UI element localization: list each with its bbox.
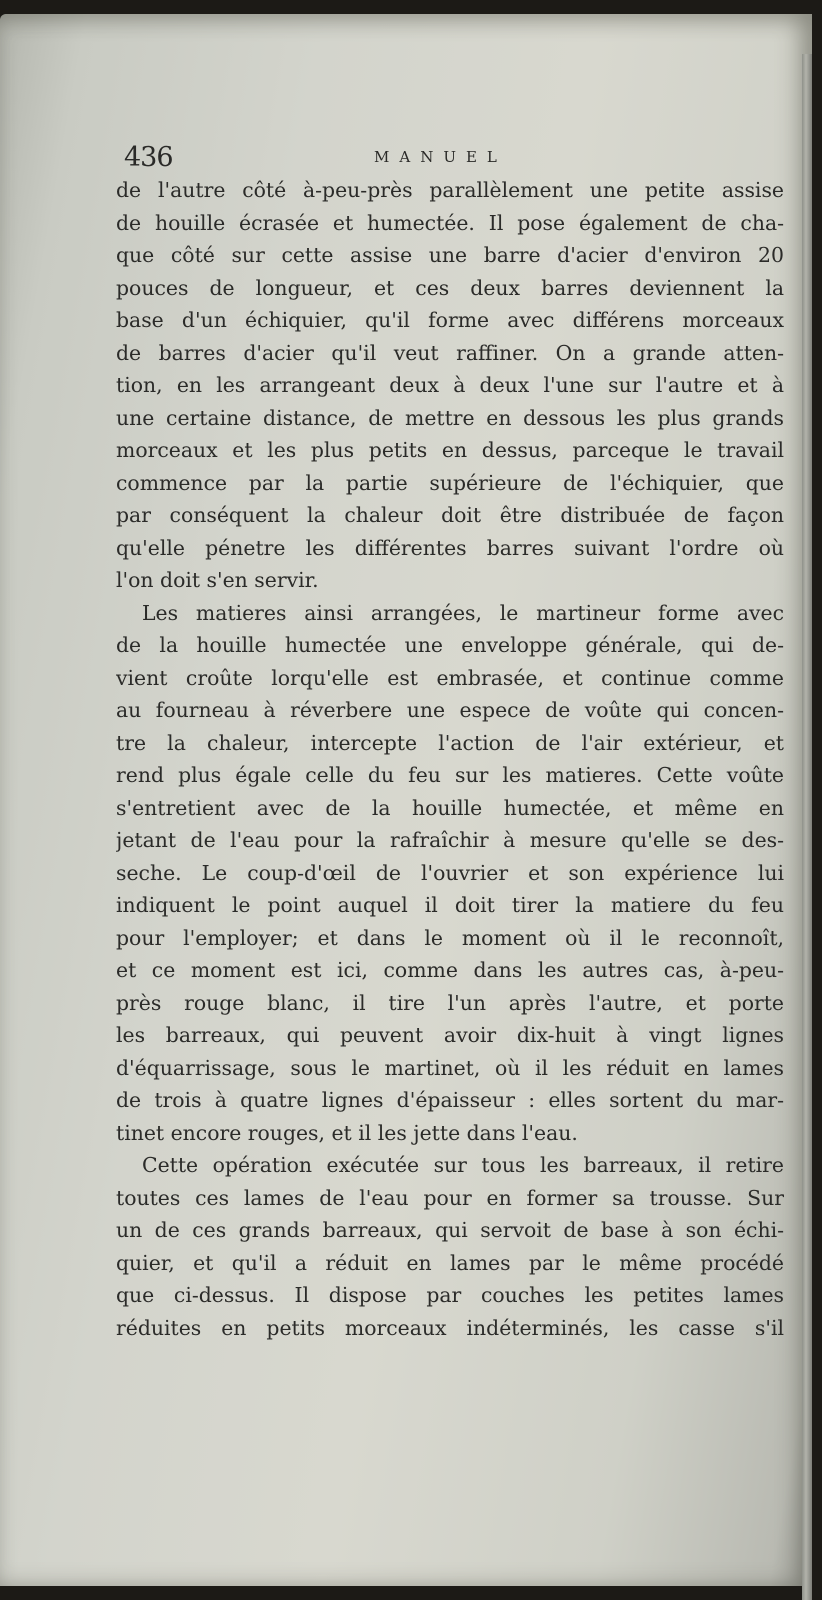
page-header bbox=[124, 142, 764, 178]
text-line: une certaine distance, de mettre en dessous les plus grands bbox=[116, 405, 784, 430]
text-line: pouces de longueur, et ces deux barres deviennent la bbox=[116, 275, 784, 300]
text-line: au fourneau à réverbere une espece de voûte qui concen- bbox=[116, 698, 784, 722]
text-line: indiquent le point auquel il doit tirer la matiere du feu bbox=[116, 893, 784, 917]
text-line: qu'elle pénetre les différentes barres suivant l'ordre où bbox=[116, 535, 784, 560]
text-line: que côté sur cette assise une barre d'acier d'environ 20 bbox=[116, 243, 784, 267]
text-line: tre la chaleur, intercepte l'action de l'air extérieur, et bbox=[116, 730, 784, 755]
text-line: vient croûte lorqu'elle est embrasée, et continue comme bbox=[116, 665, 784, 690]
text-line: rend plus égale celle du feu sur les matieres. Cette voûte bbox=[116, 763, 784, 787]
text-line: s'entretient avec de la houille humectée, et même en bbox=[116, 795, 784, 820]
text-line: Cette opération exécutée sur tous les barreaux, il retire bbox=[142, 1153, 784, 1177]
text-line: près rouge blanc, il tire l'un après l'autre, et porte bbox=[116, 990, 784, 1015]
text-line: morceaux et les plus petits en dessus, parceque le travail bbox=[116, 438, 784, 462]
text-line: tinet encore rouges, et il les jette dans l'eau. bbox=[116, 1120, 578, 1145]
text-line: réduites en petits morceaux indéterminés, les casse s'il bbox=[116, 1315, 784, 1340]
text-line: l'on doit s'en servir. bbox=[116, 568, 319, 592]
running-head: MANUEL bbox=[374, 148, 507, 166]
text-line: de barres d'acier qu'il veut raffiner. On a grande atten- bbox=[116, 340, 784, 365]
text-line: toutes ces lames de l'eau pour en former sa trousse. Sur bbox=[116, 1185, 784, 1210]
text-line: de trois à quatre lignes d'épaisseur : elles sortent du mar- bbox=[116, 1088, 784, 1112]
text-line: jetant de l'eau pour la rafraîchir à mesure qu'elle se des- bbox=[116, 828, 784, 852]
text-line: un de ces grands barreaux, qui servoit de base à son échi- bbox=[116, 1218, 784, 1242]
text-line: quier, et qu'il a réduit en lames par le même procédé bbox=[116, 1250, 784, 1275]
text-line: Les matieres ainsi arrangées, le martineur forme avec bbox=[142, 600, 784, 625]
text-line: commence par la partie supérieure de l'échiquier, que bbox=[116, 470, 784, 495]
text-line: les barreaux, qui peuvent avoir dix-huit à vingt lignes bbox=[116, 1023, 784, 1047]
text-line: de la houille humectée une enveloppe générale, qui de- bbox=[116, 633, 784, 657]
text-line: pour l'employer; et dans le moment où il le reconnoît, bbox=[116, 925, 784, 950]
text-line: base d'un échiquier, qu'il forme avec différens morceaux bbox=[116, 308, 784, 332]
text-line: seche. Le coup-d'œil de l'ouvrier et son expérience lui bbox=[116, 860, 784, 885]
text-line: et ce moment est ici, comme dans les autres cas, à-peu- bbox=[116, 958, 784, 982]
book-page bbox=[0, 14, 812, 1586]
text-line: par conséquent la chaleur doit être distribuée de façon bbox=[116, 503, 784, 527]
text-line: de houille écrasée et humectée. Il pose également de cha- bbox=[116, 210, 784, 235]
text-line: tion, en les arrangeant deux à deux l'une sur l'autre et à bbox=[116, 373, 784, 397]
body-text bbox=[116, 174, 784, 1344]
text-line: d'équarrissage, sous le martinet, où il les réduit en lames bbox=[116, 1055, 784, 1080]
page-number: 436 bbox=[124, 142, 173, 173]
page-edge bbox=[802, 54, 812, 1600]
text-line: de l'autre côté à-peu-près parallèlement une petite assise bbox=[116, 178, 784, 202]
text-line: que ci-dessus. Il dispose par couches les petites lames bbox=[116, 1283, 784, 1307]
